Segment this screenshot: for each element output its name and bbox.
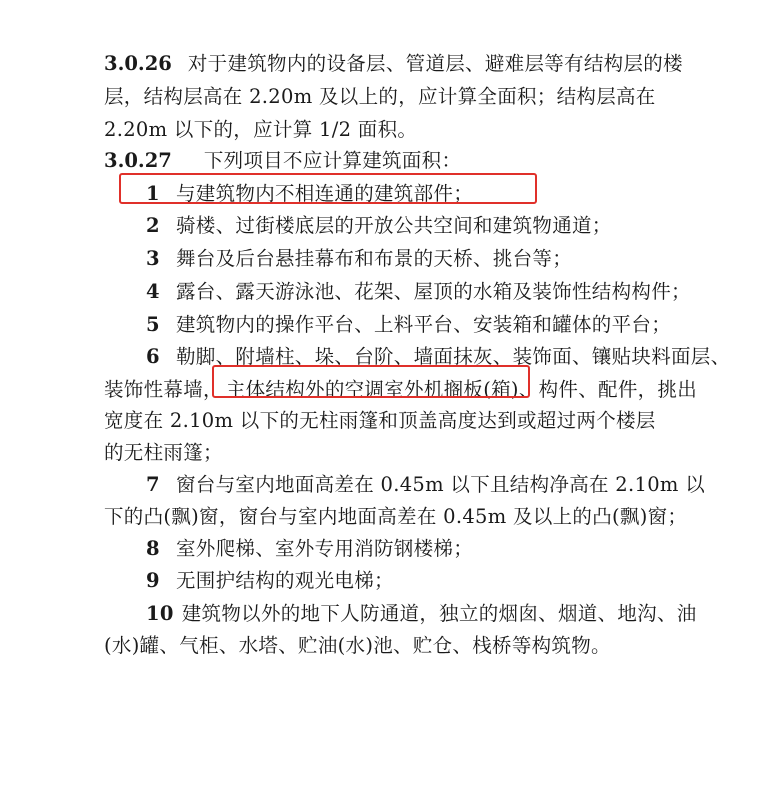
list-item-5 xyxy=(146,311,671,339)
clause-3-0-26-line-1 xyxy=(104,50,683,78)
item-number: 2 xyxy=(146,214,160,237)
clause-intro: 下列项目不应计算建筑面积： xyxy=(203,149,462,172)
item-number: 4 xyxy=(146,280,160,303)
item-number: 3 xyxy=(146,247,160,270)
item-number: 7 xyxy=(146,473,160,496)
clause-3-0-26-line-3: 2.20m 以下的，应计算 1/2 面积。 xyxy=(104,118,418,141)
item-text: 建筑物内的操作平台、上料平台、安装箱和罐体的平台； xyxy=(176,313,672,336)
list-item-8 xyxy=(146,535,473,563)
list-item-6-line-3: 宽度在 2.10m 以下的无柱雨篷和顶盖高度达到或超过两个楼层 xyxy=(104,409,656,432)
item-text: 建筑物以外的地下人防通道，独立的烟囱、烟道、地沟、油 xyxy=(181,602,697,625)
item-text: 与建筑物内不相连通的建筑部件； xyxy=(176,182,474,205)
list-item-2 xyxy=(146,212,612,240)
item-text: 骑楼、过街楼底层的开放公共空间和建筑物通道； xyxy=(176,214,612,237)
highlight-box-item-6 xyxy=(212,365,530,398)
item-text-post: 、构件、配件，挑出 xyxy=(518,378,698,401)
list-item-7-line-2: 下的凸(飘)窗，窗台与室内地面高差在 0.45m 及以上的凸(飘)窗； xyxy=(104,505,688,528)
item-number: 8 xyxy=(146,537,160,560)
item-text: 无围护结构的观光电梯； xyxy=(176,569,394,592)
item-number: 5 xyxy=(146,313,160,336)
list-item-4 xyxy=(146,278,691,306)
item-number: 1 xyxy=(146,182,160,205)
item-text-pre: 装饰性幕墙， xyxy=(104,378,223,401)
clause-number: 3.0.26 xyxy=(104,52,172,75)
clause-text: 对于建筑物内的设备层、管道层、避难层等有结构层的楼 xyxy=(187,52,683,75)
item-text: 室外爬梯、室外专用消防钢楼梯； xyxy=(176,537,474,560)
list-item-3 xyxy=(146,245,572,273)
item-text: 舞台及后台悬挂幕布和布景的天桥、挑台等； xyxy=(176,247,573,270)
list-item-10-line-2: (水)罐、气柜、水塔、贮油(水)池、贮仓、栈桥等构筑物。 xyxy=(104,634,611,657)
list-item-6-line-4: 的无柱雨篷； xyxy=(104,441,223,464)
clause-3-0-27-line xyxy=(104,147,461,175)
item-text: 露台、露天游泳池、花架、屋顶的水箱及装饰性结构构件； xyxy=(176,280,691,303)
clause-number: 3.0.27 xyxy=(104,149,172,172)
item-number: 10 xyxy=(146,602,174,625)
item-number: 6 xyxy=(146,345,160,368)
list-item-10-line-1 xyxy=(146,600,697,628)
highlighted-text: 主体结构外的空调室外机搁板(箱) xyxy=(225,378,519,401)
highlight-box-item-1 xyxy=(119,173,537,204)
clause-3-0-26-line-2: 层，结构层高在 2.20m 及以上的，应计算全面积；结构层高在 xyxy=(104,85,656,108)
list-item-7-line-1 xyxy=(146,471,705,499)
item-text: 窗台与室内地面高差在 0.45m 以下且结构净高在 2.10m 以 xyxy=(176,473,706,496)
item-text: 勒脚、附墙柱、垛、台阶、墙面抹灰、装饰面、镶贴块料面层、 xyxy=(176,345,731,368)
item-number: 9 xyxy=(146,569,160,592)
list-item-9 xyxy=(146,567,394,595)
